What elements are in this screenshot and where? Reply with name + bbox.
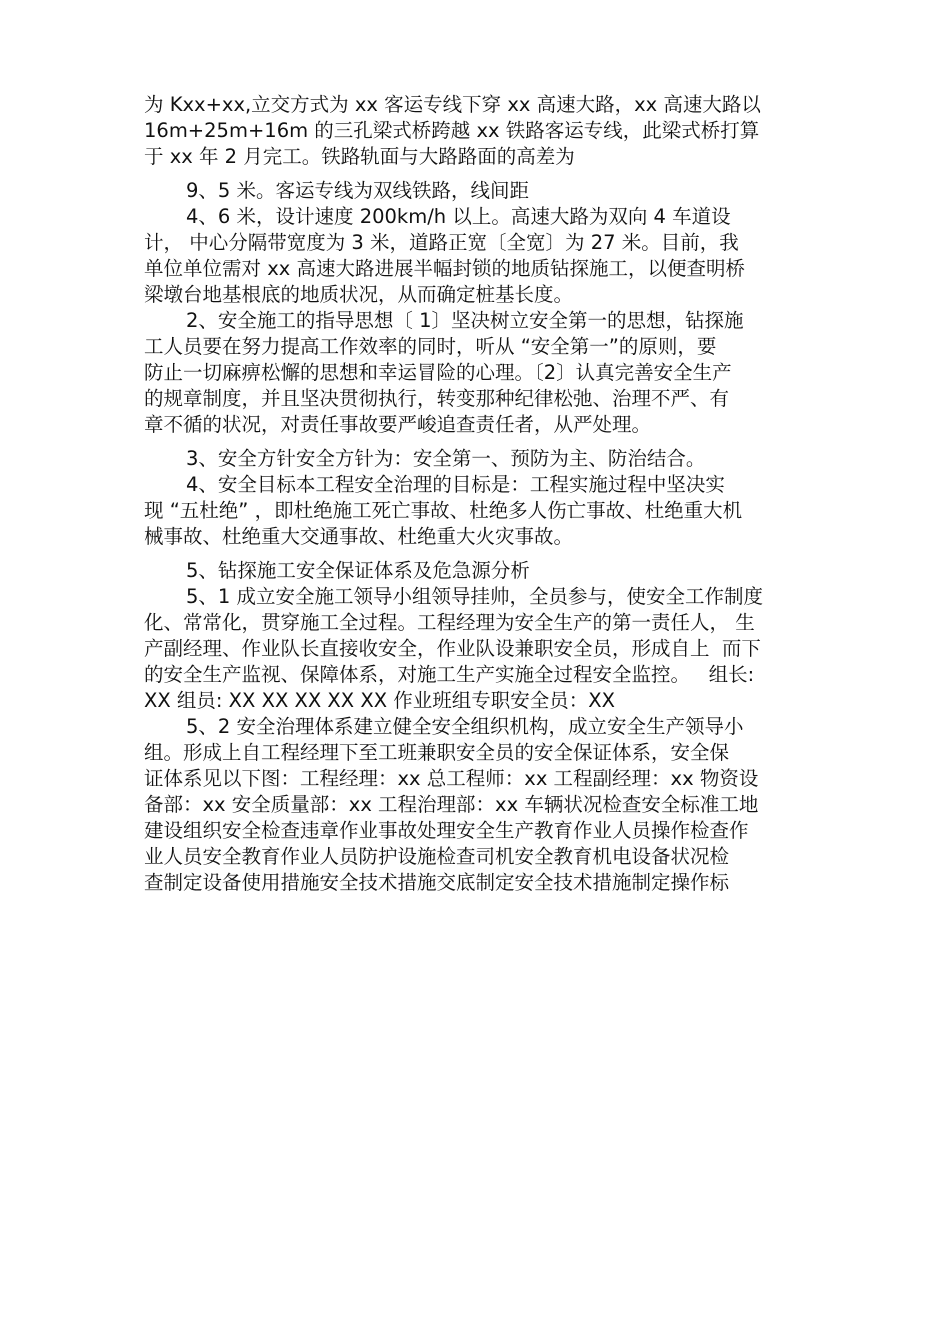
text-line: 化、常常化，贯穿施工全过程。工程经理为安全生产的第一责任人， 生 (144, 611, 755, 634)
text-line: 梁墩台地基根底的地质状况，从而确定桩基长度。 (144, 283, 574, 306)
text-line: 5、钻探施工安全保证体系及危急源分析 (186, 559, 530, 582)
text-line: 查制定设备使用措施安全技术措施交底制定安全技术措施制定操作标 (144, 871, 730, 894)
text-line: XX 组员: XX XX XX XX XX 作业班组专职安全员：XX (144, 689, 615, 712)
text-line: 16m+25m+16m 的三孔梁式桥跨越 xx 铁路客运专线，此梁式桥打算 (144, 119, 760, 142)
text-line: 4、6 米，设计速度 200km/h 以上。高速大路为双向 4 车道设 (186, 205, 731, 228)
text-line: 工人员要在努力提高工作效率的同时，听从 “安全第一”的原则，要 (144, 335, 717, 358)
text-line: 备部：xx 安全质量部：xx 工程治理部：xx 车辆状况检查安全标准工地 (144, 793, 759, 816)
text-line: 3、安全方针安全方针为：安全第一、预防为主、防治结合。 (186, 447, 706, 470)
text-line: 的规章制度，并且坚决贯彻执行，转变那种纪律松弛、治理不严、有 (144, 387, 730, 410)
text-line: 械事故、杜绝重大交通事故、杜绝重大火灾事故。 (144, 525, 574, 548)
document-page (144, 92, 824, 896)
text-line: 产副经理、作业队长直接收安全，作业队设兼职安全员，形成自上 而下 (144, 637, 761, 660)
text-line: 现 “五杜绝” ，即杜绝施工死亡事故、杜绝多人伤亡事故、杜绝重大机 (144, 499, 743, 522)
text-line: 建设组织安全检查违章作业事故处理安全生产教育作业人员操作检查作 (144, 819, 749, 842)
text-line: 5、1 成立安全施工领导小组领导挂帅，全员参与，使安全工作制度 (186, 585, 764, 608)
text-line: 业人员安全教育作业人员防护设施检查司机安全教育机电设备状况检 (144, 845, 730, 868)
text-line: 章不循的状况，对责任事故要严峻追查责任者，从严处理。 (144, 413, 652, 436)
text-line: 的安全生产监视、保障体系，对施工生产实施全过程安全监控。 组长: (144, 663, 755, 686)
text-line: 9、5 米。客运专线为双线铁路，线间距 (186, 179, 530, 202)
text-line: 于 xx 年 2 月完工。铁路轨面与大路路面的高差为 (144, 145, 575, 168)
text-line: 4、安全目标本工程安全治理的目标是：工程实施过程中坚决实 (186, 473, 725, 496)
text-line: 单位单位需对 xx 高速大路进展半幅封锁的地质钻探施工，以便查明桥 (144, 257, 745, 280)
text-line: 计， 中心分隔带宽度为 3 米，道路正宽〔全宽〕为 27 米。目前，我 (144, 231, 739, 254)
text-line: 证体系见以下图：工程经理：xx 总工程师：xx 工程副经理：xx 物资设 (144, 767, 759, 790)
text-line: 2、安全施工的指导思想〔 1〕坚决树立安全第一的思想，钻探施 (186, 309, 744, 332)
text-line: 5、2 安全治理体系建立健全安全组织机构，成立安全生产领导小 (186, 715, 744, 738)
text-line: 为 Kxx+xx,立交方式为 xx 客运专线下穿 xx 高速大路，xx 高速大路以 (144, 93, 761, 116)
text-line: 组。形成上自工程经理下至工班兼职安全员的安全保证体系，安全保 (144, 741, 730, 764)
text-line: 防止一切麻痹松懈的思想和幸运冒险的心理。〔2〕认真完善安全生产 (144, 361, 732, 384)
